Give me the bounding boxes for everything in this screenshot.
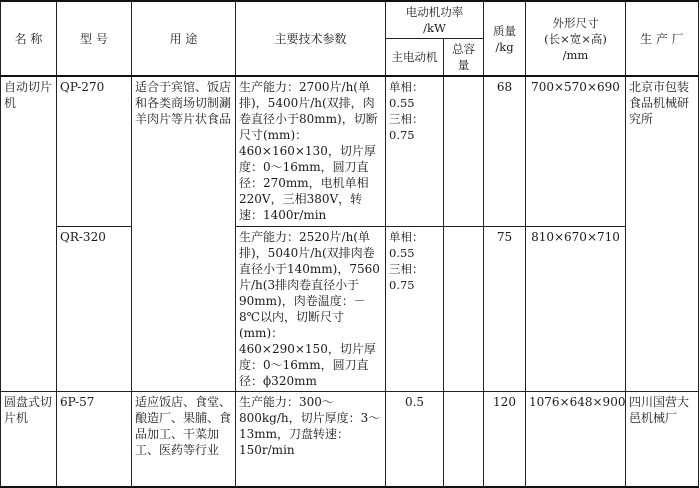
- cell-use: 适合于宾馆、饭店和各类商场切制涮羊肉片等片状食品: [132, 76, 236, 391]
- cell-model: 6P-57: [57, 391, 132, 487]
- cell-params: 生产能力：2700片/h(单排)，5400片/h(双排，肉卷直径小于80mm)，切断尺寸(mm)：460×160×130，切片厚度：0～16mm，圆刀直径：270mm，电机单相220V，三相380V，转速：1400r/min: [236, 76, 386, 226]
- cell-mass: 120: [484, 391, 526, 487]
- cell-params: 生产能力：300～800kg/h，切片厚度：3～13mm，刀盘转速：150r/min: [236, 391, 386, 487]
- cell-name: 圆盘式切片机: [1, 391, 57, 487]
- header-power: 电动机功率 /kW: [386, 1, 484, 39]
- cell-dims: 810×670×710: [526, 226, 626, 391]
- cell-power-total: [444, 76, 484, 226]
- header-use: 用 途: [132, 1, 236, 76]
- table-row: [1, 226, 699, 391]
- table-row: [1, 391, 699, 487]
- cell-power-main: 单相：0.55 三相：0.75: [386, 226, 444, 391]
- header-maker: 生 产 厂: [626, 1, 699, 76]
- header-name: 名 称: [1, 1, 57, 76]
- cell-use: 适应饭店、食堂、酿造厂、果脯、食品加工、干菜加工、医药等行业: [132, 391, 236, 487]
- header-power-main: 主电动机: [386, 39, 444, 77]
- header-power-total: 总容量: [444, 39, 484, 77]
- header-model: 型 号: [57, 1, 132, 76]
- header-dims: 外形尺寸 (长×宽×高) /mm: [526, 1, 626, 76]
- cell-power-main: 0.5: [386, 391, 444, 487]
- cell-power-total: [444, 391, 484, 487]
- cell-mass: 68: [484, 76, 526, 226]
- cell-model: QR-320: [57, 226, 132, 391]
- cell-mass: 75: [484, 226, 526, 391]
- cell-model: QP-270: [57, 76, 132, 226]
- cell-dims: 700×570×690: [526, 76, 626, 226]
- cell-maker: 四川国营大邑机械厂: [626, 391, 699, 487]
- cell-dims: 1076×648×900: [526, 391, 626, 487]
- cell-power-main: 单相：0.55 三相：0.75: [386, 76, 444, 226]
- cell-power-total: [444, 226, 484, 391]
- cell-name: 自动切片机: [1, 76, 57, 391]
- cell-maker: 北京市包装食品机械研究所: [626, 76, 699, 391]
- cell-params: 生产能力：2520片/h(单排)，5040片/h(双排肉卷直径小于140mm)，7560片/h(3排肉卷直径小于90mm)，肉卷温度：－8℃以内，切断尺寸(mm)：460×290×150，切片厚度：0～16mm，圆刀直径：ϕ320mm: [236, 226, 386, 391]
- header-params: 主要技术参数: [236, 1, 386, 76]
- table-row: [1, 76, 699, 226]
- header-mass: 质量 /kg: [484, 1, 526, 76]
